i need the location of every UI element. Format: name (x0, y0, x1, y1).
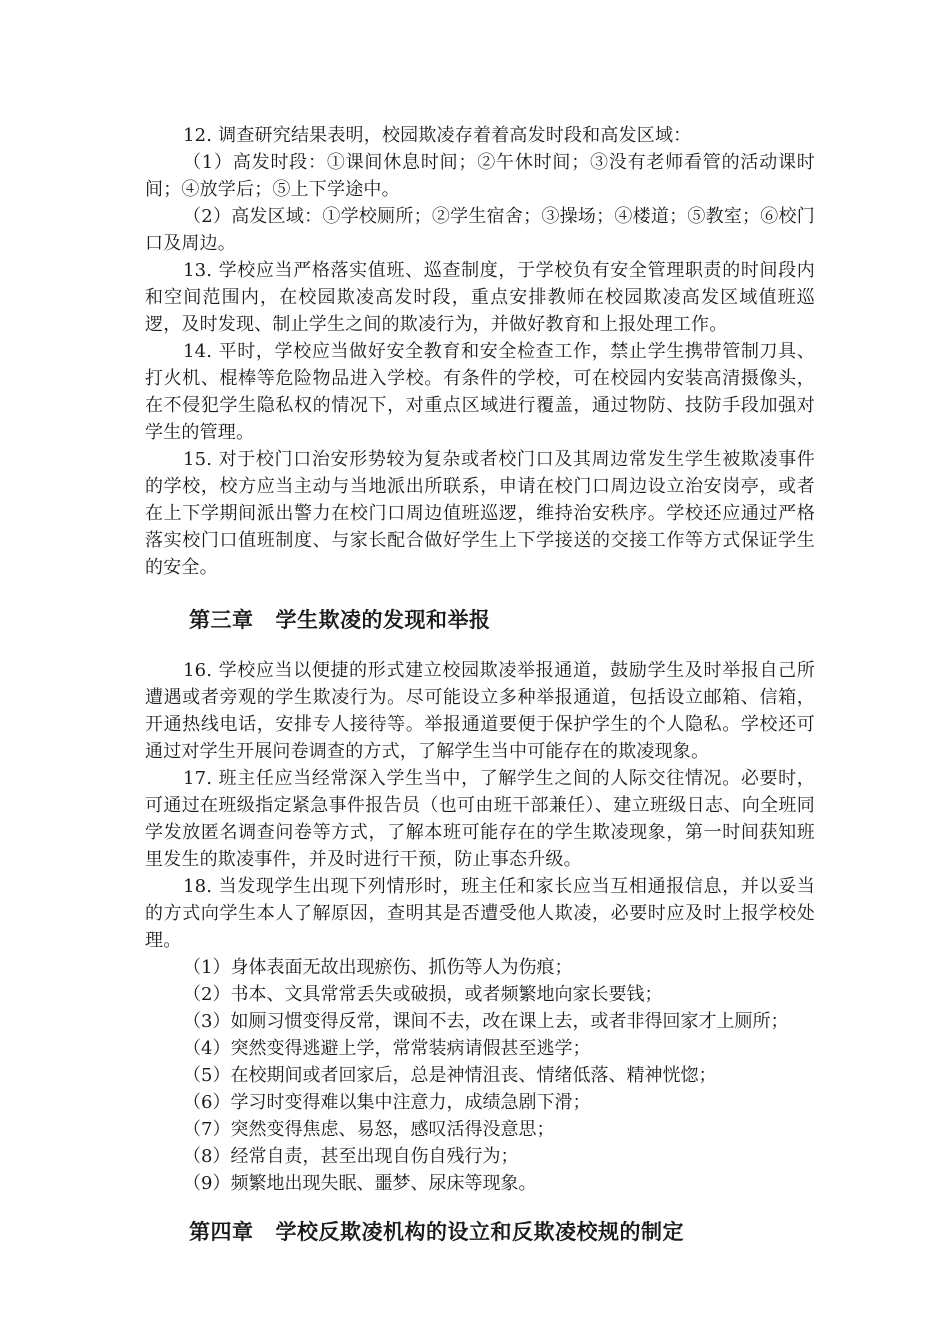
warning-signs-list (145, 954, 815, 1197)
paragraph-12-peak-areas: （2）高发区域：①学校厕所；②学生宿舍；③操场；④楼道；⑤教室；⑥校门口及周边。 (145, 206, 815, 254)
paragraph-15: 15. 对于校门口治安形势较为复杂或者校门口及其周边常发生学生被欺凌事件的学校，校方应当主动与当地派出所联系，申请在校门口周边设立治安岗亭，或者在上下学期间派出警力在校门口周边值班巡逻，维持治安秩序。学校还应通过严格落实校门口值班制度、与家长配合做好学生上下学接送的交接工作等方式保证学生的安全。 (145, 449, 815, 578)
paragraph-13: 13. 学校应当严格落实值班、巡查制度，于学校负有安全管理职责的时间段内和空间范围内，在校园欺凌高发时段，重点安排教师在校园欺凌高发区域值班巡逻，及时发现、制止学生之间的欺凌行为，并做好教育和上报处理工作。 (145, 260, 815, 335)
chapter-3-heading (145, 605, 815, 635)
list-item: （4）突然变得逃避上学，常常装病请假甚至逃学； (183, 1038, 591, 1059)
chapter-4-number: 第四章 (189, 1220, 254, 1244)
list-item: （6）学习时变得难以集中注意力，成绩急剧下滑； (183, 1092, 591, 1113)
document-page (145, 122, 815, 1247)
list-item: （8）经常自责，甚至出现自伤自残行为； (183, 1146, 519, 1167)
chapter-4-heading (145, 1217, 815, 1247)
paragraph-16: 16. 学校应当以便捷的形式建立校园欺凌举报通道，鼓励学生及时举报自己所遭遇或者旁观的学生欺凌行为。尽可能设立多种举报通道，包括设立邮箱、信箱，开通热线电话，安排专人接待等。举报通道要便于保护学生的个人隐私。学校还可通过对学生开展问卷调查的方式，了解学生当中可能存在的欺凌现象。 (145, 660, 815, 762)
paragraph-17: 17. 班主任应当经常深入学生当中，了解学生之间的人际交往情况。必要时，可通过在班级指定紧急事件报告员（也可由班干部兼任）、建立班级日志、向全班同学发放匿名调查问卷等方式，了解本班可能存在的学生欺凌现象，第一时间获知班里发生的欺凌事件，并及时进行干预，防止事态升级。 (145, 768, 815, 870)
list-item: （3）如厕习惯变得反常，课间不去，改在课上去，或者非得回家才上厕所； (183, 1011, 789, 1032)
list-item: （9）频繁地出现失眠、噩梦、尿床等现象。 (183, 1173, 537, 1194)
list-item: （7）突然变得焦虑、易怒，感叹活得没意思； (183, 1119, 555, 1140)
chapter-3-number: 第三章 (189, 608, 254, 632)
paragraph-18: 18. 当发现学生出现下列情形时，班主任和家长应当互相通报信息，并以妥当的方式向学生本人了解原因，查明其是否遭受他人欺凌，必要时应及时上报学校处理。 (145, 876, 815, 951)
paragraph-12-peak-times: （1）高发时段：①课间休息时间；②午休时间；③没有老师看管的活动课时间；④放学后；⑤上下学途中。 (145, 152, 815, 200)
list-item: （1）身体表面无故出现瘀伤、抓伤等人为伤痕； (183, 957, 573, 978)
paragraph-12: 12. 调查研究结果表明，校园欺凌存着着高发时段和高发区域： (183, 125, 692, 146)
list-item: （2）书本、文具常常丢失或破损，或者频繁地向家长要钱； (183, 984, 663, 1005)
list-item: （5）在校期间或者回家后，总是神情沮丧、情绪低落、精神恍惚； (183, 1065, 717, 1086)
chapter-4-title: 学校反欺凌机构的设立和反欺凌校规的制定 (275, 1220, 684, 1244)
chapter-3-title: 学生欺凌的发现和举报 (275, 608, 491, 632)
paragraph-14: 14. 平时，学校应当做好安全教育和安全检查工作，禁止学生携带管制刀具、打火机、棍棒等危险物品进入学校。有条件的学校，可在校园内安装高清摄像头，在不侵犯学生隐私权的情况下，对重点区域进行覆盖，通过物防、技防手段加强对学生的管理。 (145, 341, 815, 443)
